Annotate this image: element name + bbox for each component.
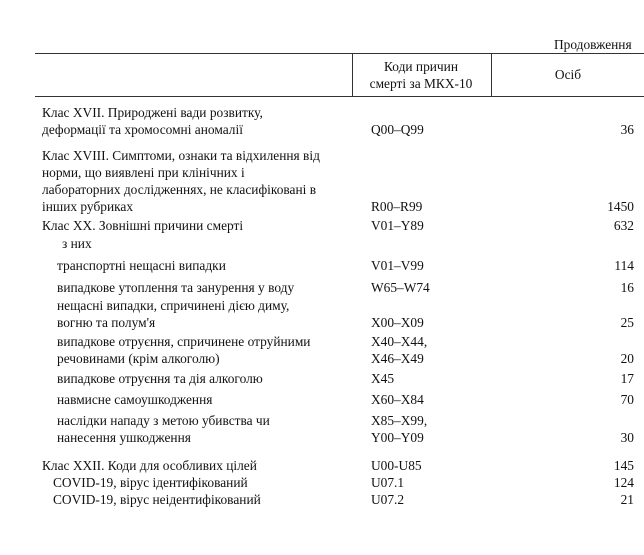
row-code-line: U07.1 [371, 475, 405, 490]
row-code-line: W65–W74 [371, 280, 430, 295]
row-name-line: наслідки нападу з метою убивства чи [57, 413, 270, 428]
continued-label: Продовження [554, 37, 632, 52]
row-name-line: нещасні випадки, спричинені дією диму, [57, 298, 290, 313]
row-name-line: транспортні нещасні випадки [57, 258, 226, 273]
row-name-line: навмисне самоушкодження [57, 392, 213, 407]
row-name-line: нанесення ушкодження [57, 430, 191, 445]
row-code-line: X85–X99, [371, 413, 428, 428]
row-count: 21 [620, 492, 634, 507]
row-count: 20 [620, 351, 634, 366]
row-code [371, 391, 424, 408]
row-code [371, 121, 424, 138]
row-name-line: COVID-19, вірус ідентифікований [53, 475, 248, 490]
row-code-line: X40–X44, [371, 334, 428, 349]
row-count: 1450 [607, 199, 634, 214]
row-name [42, 217, 243, 234]
row-name [57, 412, 270, 446]
row-code [371, 217, 424, 234]
row-count: 16 [620, 280, 634, 295]
row-code-line: X00–X09 [371, 315, 424, 330]
row-count: 17 [620, 371, 634, 386]
row-name [57, 257, 226, 274]
header-codes-line-1: Коди причин [384, 59, 458, 74]
row-count: 30 [620, 430, 634, 445]
row-name-line: Клас XXII. Коди для особливих цілей [42, 458, 257, 473]
row-name-line: з них [62, 236, 92, 251]
row-name [53, 474, 248, 491]
row-name [62, 235, 92, 252]
row-name [42, 457, 257, 474]
row-code-line: U00-U85 [371, 458, 422, 473]
row-code [371, 457, 422, 474]
row-name-line: інших рубриках [42, 199, 134, 214]
row-code [371, 370, 394, 387]
row-count: 25 [620, 315, 634, 330]
row-code [371, 474, 404, 491]
row-code [371, 333, 427, 367]
row-code [371, 314, 424, 331]
table-header-bottom-rule [35, 96, 644, 97]
row-name-line: вогню та полум'я [57, 315, 156, 330]
row-count: 124 [613, 475, 634, 490]
row-name-line: речовинами (крім алкоголю) [57, 351, 220, 366]
row-name-line: норми, що виявлені при клінічних і [42, 165, 245, 180]
row-count: 114 [614, 258, 634, 273]
row-code [371, 198, 422, 215]
row-name-line: деформації та хромосомні аномалії [42, 122, 243, 137]
row-code [371, 412, 427, 446]
row-code [371, 279, 430, 296]
row-name [53, 491, 261, 508]
row-name-line: COVID-19, вірус неідентифікований [53, 492, 261, 507]
row-count: 632 [613, 218, 634, 233]
row-code-line: Y00–Y09 [371, 430, 424, 445]
header-codes-line-2: смерті за МКХ-10 [369, 76, 473, 91]
row-name [57, 297, 289, 331]
row-name-line: Клас XVII. Природжені вади розвитку, [42, 105, 263, 120]
row-name [42, 104, 263, 138]
header-count-label: Осіб [554, 67, 582, 82]
row-name [57, 370, 263, 387]
header-codes-label [352, 58, 490, 92]
row-count: 145 [613, 458, 634, 473]
row-code [371, 491, 404, 508]
row-count: 36 [620, 122, 634, 137]
row-name-line: випадкове отруєння та дія алкоголю [57, 371, 263, 386]
row-name-line: випадкове отруєння, спричинене отруйними [57, 334, 311, 349]
row-code-line: X45 [371, 371, 395, 386]
row-code-line: R00–R99 [371, 199, 423, 214]
row-code-line: X46–X49 [371, 351, 424, 366]
table-top-rule [35, 53, 644, 54]
row-count: 70 [620, 392, 634, 407]
row-code-line: X60–X84 [371, 392, 424, 407]
row-name-line: Клас XX. Зовнішні причини смерті [42, 218, 244, 233]
row-name-line: лабораторних дослідженнях, не класифіковані в [42, 182, 317, 197]
row-name [57, 279, 294, 296]
row-code [371, 257, 424, 274]
row-name [57, 333, 310, 367]
row-name [42, 147, 320, 215]
row-code-line: U07.2 [371, 492, 405, 507]
row-name [57, 391, 212, 408]
row-code-line: V01–Y89 [371, 218, 424, 233]
row-code-line: Q00–Q99 [371, 122, 424, 137]
row-code-line: V01–V99 [371, 258, 424, 273]
row-name-line: Клас XVIII. Симптоми, ознаки та відхилення від [42, 148, 320, 163]
row-name-line: випадкове утоплення та занурення у воду [57, 280, 295, 295]
